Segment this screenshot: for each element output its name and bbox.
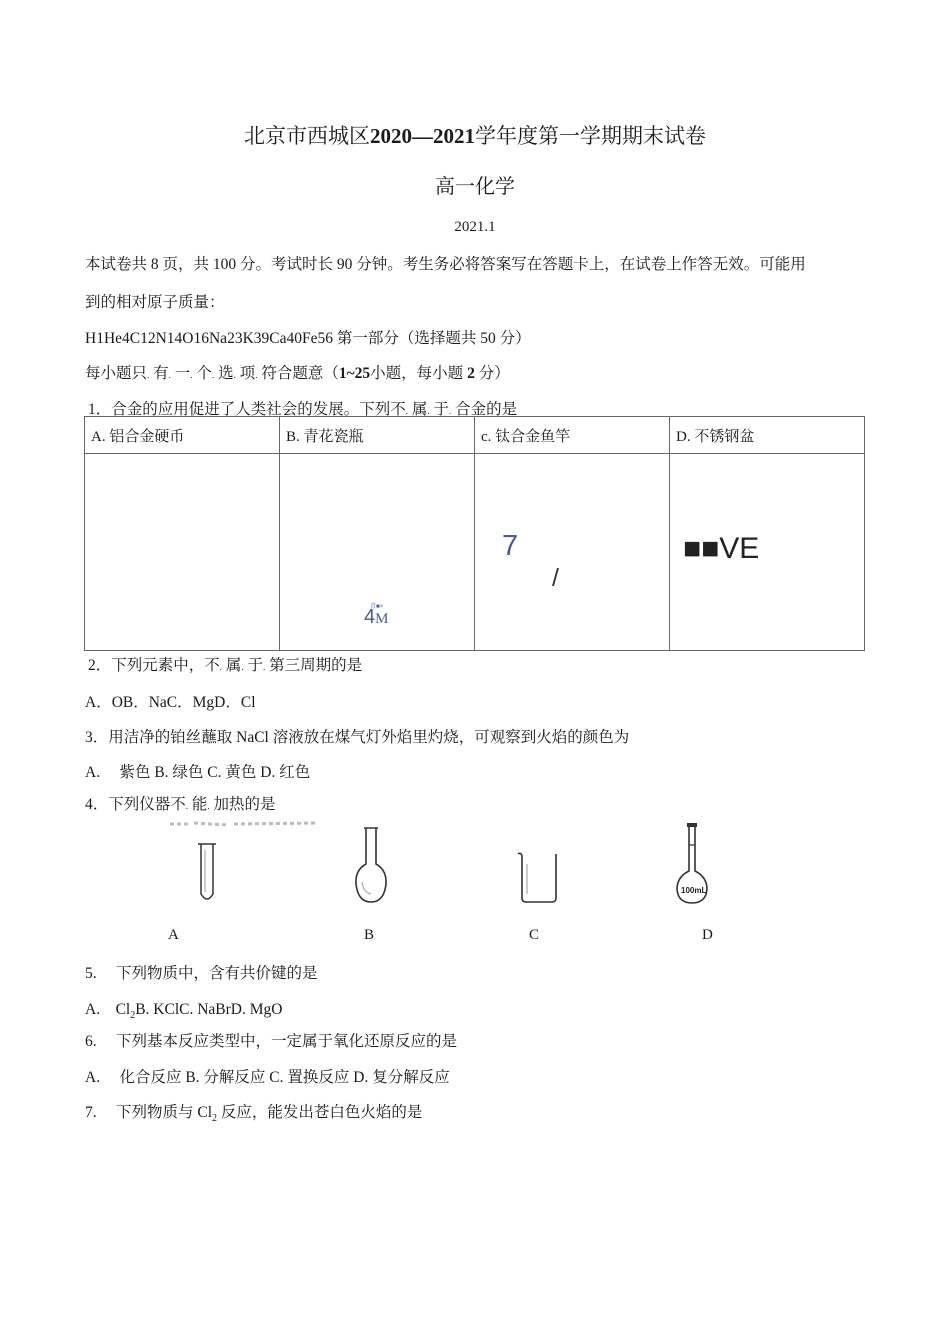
q7-stem: 7. 下列物质与 $Cl_2$ 反应，能发出苍白色火焰的是 xyxy=(85,1104,423,1125)
q1-image-a xyxy=(85,454,280,651)
q6-options: A. 化合反应 B. 分解反应 C. 置换反应 D. 复分解反应 xyxy=(85,1069,450,1086)
q2-options: A．OB．NaC．MgD．Cl xyxy=(85,694,256,711)
intro-line-4: 每小题只. 有. 一. 个. 选. 项. 符合题意（1~25小题，每小题 2 分） xyxy=(85,365,510,382)
intro-line-3: H1He4C12N14O16Na23K39Ca40Fe56 第一部分（选择题共 50 分） xyxy=(85,330,531,347)
q4-stem: 4．下列仪器不. 能. 加热的是 xyxy=(85,796,276,813)
q1-image-c-glyph: 7 xyxy=(502,530,519,562)
exam-subtitle: 高一化学 xyxy=(435,176,515,198)
q2-stem: 2．下列元素中，不. 属. 于. 第三周期的是 xyxy=(88,657,363,674)
q4-label-a: A xyxy=(168,927,179,943)
q4-label-d: D xyxy=(702,927,713,943)
q1-option-a: A. 铝合金硬币 xyxy=(85,417,280,454)
beaker-icon xyxy=(516,850,560,904)
q1-image-b-glyph: 4M xyxy=(364,606,389,628)
q1-options-table xyxy=(84,416,865,651)
q1-image-c xyxy=(475,454,670,651)
q3-options: A. 紫色 B. 绿色 C. 黄色 D. 红色 xyxy=(85,764,311,781)
q1-stem: 1．合金的应用促进了人类社会的发展。下列不. 属. 于. 合金的是 xyxy=(88,401,518,418)
volumetric-flask-icon xyxy=(673,821,713,905)
q1-image-d-glyph: ■■VE xyxy=(683,532,760,565)
q5-stem: 5. 下列物质中，含有共价键的是 xyxy=(85,965,318,982)
q6-stem: 6. 下列基本反应类型中，一定属于氧化还原反应的是 xyxy=(85,1033,458,1050)
test-tube-icon xyxy=(195,842,219,904)
q4-label-b: B xyxy=(364,927,375,943)
q5-options: A. $Cl_2B$. KClC. NaBrD. MgO xyxy=(85,1001,283,1022)
intro-line-2: 到的相对原子质量： xyxy=(85,294,225,311)
q1-image-d xyxy=(670,454,865,651)
q1-image-b xyxy=(280,454,475,651)
intro-line-1: 本试卷共 8 页，共 100 分。考试时长 90 分钟。考生务必将答案写在答题卡上，在试卷上作答无效。可能用 xyxy=(85,256,806,273)
q1-option-d: D. 不锈钢盆 xyxy=(670,417,865,454)
flask-volume-mark: 100mL xyxy=(681,886,707,895)
q3-stem: 3．用洁净的铂丝蘸取 NaCl 溶液放在煤气灯外焰里灼烧，可观察到火焰的颜色为 xyxy=(85,729,630,746)
q1-image-c-rod: / xyxy=(552,564,559,592)
q4-label-c: C xyxy=(529,927,540,943)
q1-image-b-mark: 青■> xyxy=(370,604,384,610)
exam-date: 2021.1 xyxy=(454,219,496,235)
round-flask-icon xyxy=(353,826,389,904)
exam-title: 北京市西城区2020—2021学年度第一学期期末试卷 xyxy=(244,124,706,148)
q1-option-b: B. 青花瓷瓶 xyxy=(280,417,475,454)
q1-option-c: c. 钛合金鱼竿 xyxy=(475,417,670,454)
scan-artifact xyxy=(168,818,328,830)
